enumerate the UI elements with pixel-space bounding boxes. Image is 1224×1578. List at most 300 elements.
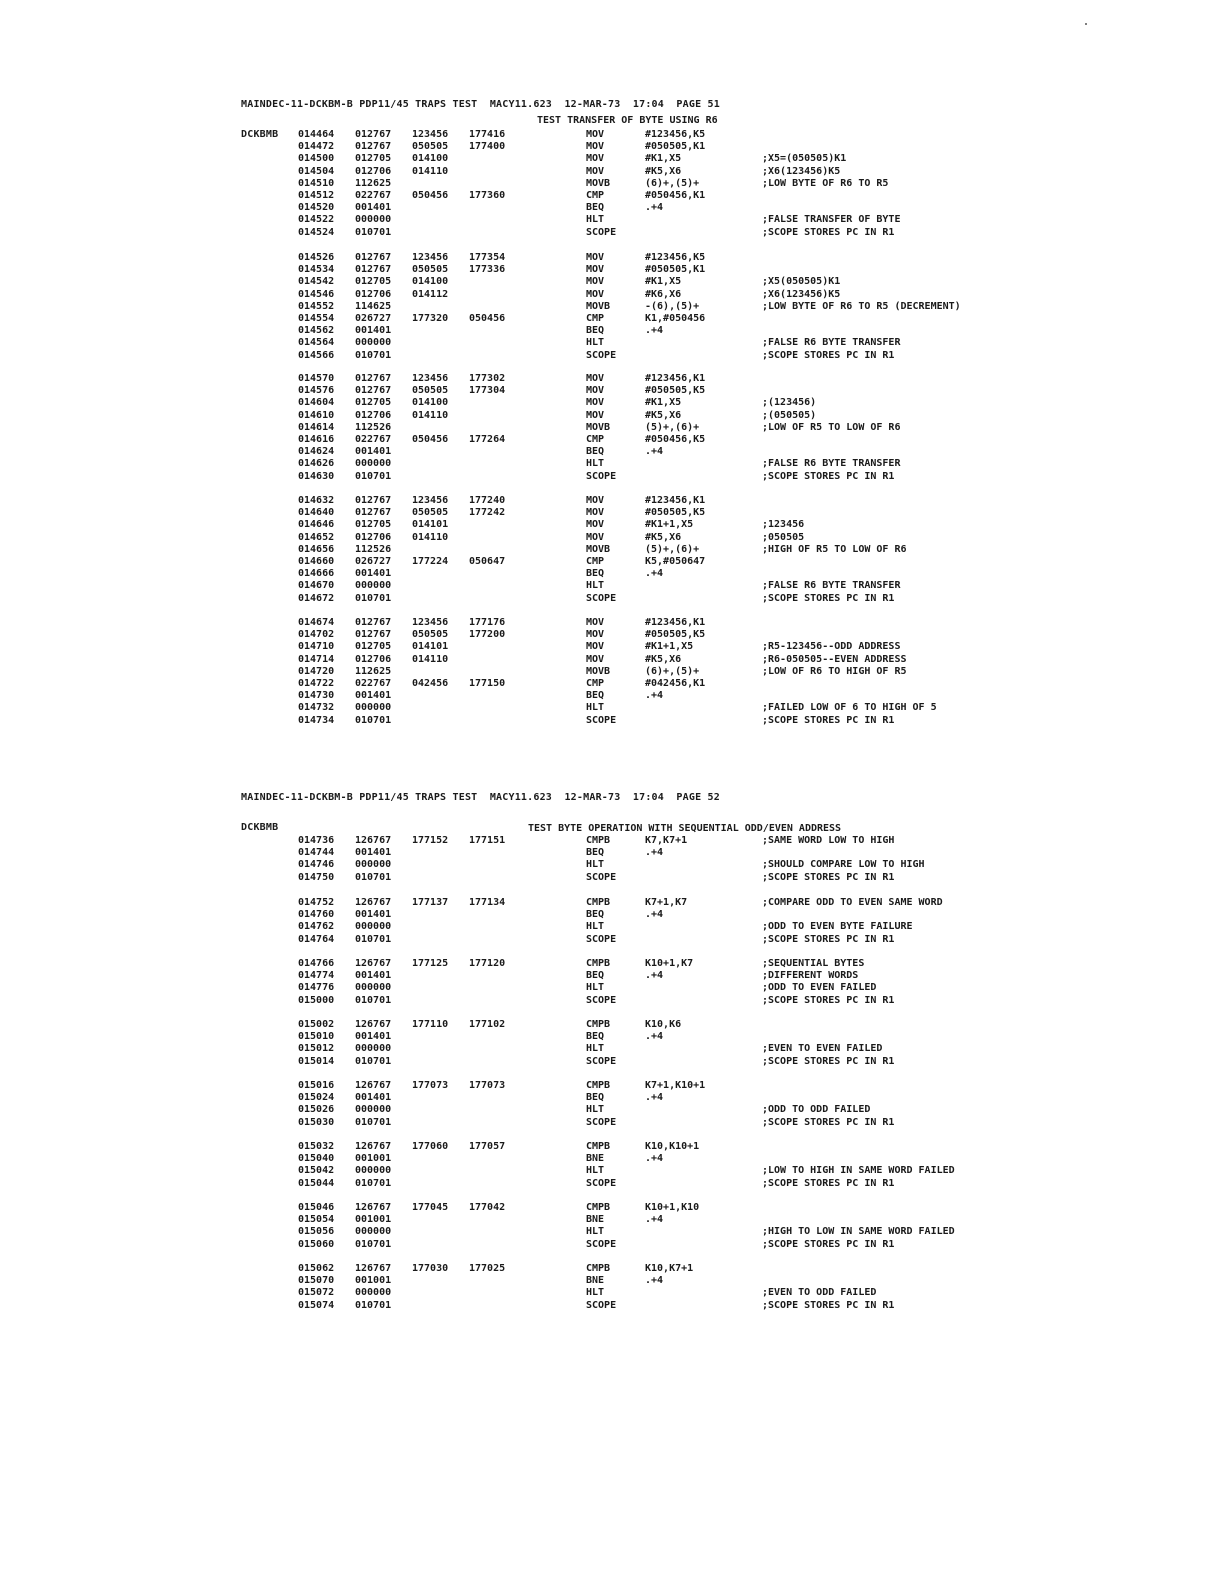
object-word-1: 012767	[355, 252, 392, 263]
opcode: HLT	[586, 580, 605, 592]
object-word-1: 000000	[355, 859, 392, 871]
listing-line	[0, 301, 1224, 313]
line-address: 014776	[298, 982, 335, 994]
line-address: 014744	[298, 847, 335, 859]
line-address: 014672	[298, 592, 335, 604]
comment: ;SCOPE STORES PC IN R1	[762, 349, 895, 361]
opcode: BEQ	[586, 690, 605, 702]
object-word-3: 050456	[469, 313, 506, 324]
line-address: 014520	[298, 202, 335, 214]
object-word-1: 126767	[355, 958, 392, 969]
object-word-3: 177336	[469, 264, 506, 276]
listing-line	[0, 1080, 1224, 1092]
opcode: MOV	[586, 385, 605, 397]
comment: ;SCOPE STORES PC IN R1	[762, 1299, 895, 1311]
line-address: 014562	[298, 325, 335, 337]
listing-line	[0, 958, 1224, 970]
operands: .+4	[645, 1153, 664, 1165]
listing-line	[0, 1214, 1224, 1226]
line-address: 014566	[298, 349, 335, 361]
object-word-1: 026727	[355, 556, 392, 567]
opcode: SCOPE	[586, 1177, 617, 1189]
object-word-3: 177150	[469, 678, 506, 689]
opcode: CMPB	[586, 1080, 611, 1091]
comment: ;SCOPE STORES PC IN R1	[762, 1116, 895, 1128]
listing-line	[0, 556, 1224, 568]
opcode: BEQ	[586, 568, 605, 580]
operands: #K1+1,X5	[645, 519, 694, 531]
object-word-3: 177057	[469, 1141, 506, 1152]
object-word-1: 010701	[355, 1238, 392, 1250]
listing-line	[0, 227, 1224, 239]
line-address: 014552	[298, 300, 335, 312]
comment: ;COMPARE ODD TO EVEN SAME WORD	[762, 897, 943, 908]
object-word-2: 042456	[412, 678, 449, 689]
listing-line	[0, 178, 1224, 190]
operands: #K1+1,X5	[645, 641, 694, 653]
listing-line	[0, 1104, 1224, 1116]
line-address: 014730	[298, 690, 335, 702]
line-address: 015012	[298, 1043, 335, 1055]
operands: .+4	[645, 847, 664, 859]
object-word-1: 126767	[355, 1080, 392, 1091]
line-address: 014734	[298, 714, 335, 726]
listing-line	[0, 446, 1224, 458]
listing-line	[0, 1092, 1224, 1104]
listing-line	[0, 373, 1224, 385]
listing-line	[0, 507, 1224, 519]
line-address: 014500	[298, 153, 335, 165]
object-word-1: 001401	[355, 690, 392, 702]
listing-line	[0, 1275, 1224, 1287]
line-address: 015002	[298, 1019, 335, 1030]
object-word-1: 000000	[355, 214, 392, 226]
line-address: 014504	[298, 165, 335, 177]
object-word-1: 112625	[355, 177, 392, 189]
object-word-1: 012767	[355, 141, 392, 153]
comment: ;123456	[762, 519, 805, 531]
listing-line	[0, 1263, 1224, 1275]
opcode: HLT	[586, 1043, 605, 1055]
header-title-line: MAINDEC-11-DCKBM-B PDP11/45 TRAPS TEST MACY11.623 12-MAR-73 17:04 PAGE 51	[241, 99, 720, 110]
operands: .+4	[645, 202, 664, 214]
line-address: 014630	[298, 470, 335, 482]
line-address: 014674	[298, 617, 335, 628]
listing-line	[0, 350, 1224, 362]
object-word-1: 012705	[355, 153, 392, 165]
object-word-2: 014100	[412, 276, 449, 288]
opcode: HLT	[586, 982, 605, 994]
listing-line	[0, 835, 1224, 847]
line-address: 014656	[298, 543, 335, 555]
comment: ;ODD TO EVEN FAILED	[762, 982, 877, 994]
line-address: 014746	[298, 859, 335, 871]
line-address: 014616	[298, 434, 335, 445]
listing-line	[0, 410, 1224, 422]
operands: (6)+,(5)+	[645, 665, 700, 677]
opcode: MOVB	[586, 543, 611, 555]
comment: ;SCOPE STORES PC IN R1	[762, 470, 895, 482]
object-word-1: 010701	[355, 714, 392, 726]
comment: ;X5(050505)K1	[762, 276, 841, 288]
opcode: MOV	[586, 141, 605, 153]
opcode: SCOPE	[586, 714, 617, 726]
line-address: 014764	[298, 933, 335, 945]
comment: ;SCOPE STORES PC IN R1	[762, 933, 895, 945]
opcode: CMPB	[586, 897, 611, 908]
line-address: 014736	[298, 835, 335, 846]
object-word-1: 010701	[355, 1055, 392, 1067]
listing-line	[0, 434, 1224, 446]
operands: .+4	[645, 1031, 664, 1043]
listing-line	[0, 580, 1224, 592]
opcode: SCOPE	[586, 871, 617, 883]
object-word-1: 001401	[355, 909, 392, 921]
object-word-2: 050505	[412, 629, 449, 641]
operands: K7+1,K7	[645, 897, 688, 908]
opcode: HLT	[586, 859, 605, 871]
listing-line	[0, 1239, 1224, 1251]
opcode: SCOPE	[586, 1238, 617, 1250]
object-word-2: 123456	[412, 495, 449, 506]
object-word-1: 010701	[355, 226, 392, 238]
listing-line	[0, 166, 1224, 178]
comment: ;LOW TO HIGH IN SAME WORD FAILED	[762, 1165, 955, 1177]
line-address: 015026	[298, 1104, 335, 1116]
object-word-1: 012767	[355, 264, 392, 276]
listing-line	[0, 909, 1224, 921]
operands: #050505,K5	[645, 385, 706, 397]
line-address: 015056	[298, 1226, 335, 1238]
operands: .+4	[645, 970, 664, 982]
opcode: CMP	[586, 434, 605, 445]
object-word-1: 012706	[355, 409, 392, 421]
comment: ;SCOPE STORES PC IN R1	[762, 592, 895, 604]
operands: .+4	[645, 690, 664, 702]
object-word-1: 012705	[355, 519, 392, 531]
line-address: 015042	[298, 1165, 335, 1177]
line-address: 014720	[298, 665, 335, 677]
opcode: SCOPE	[586, 226, 617, 238]
operands: (6)+,(5)+	[645, 177, 700, 189]
object-word-3: 177025	[469, 1263, 506, 1274]
listing-line	[0, 276, 1224, 288]
operands: #050505,K1	[645, 141, 706, 153]
object-word-2: 123456	[412, 617, 449, 628]
object-word-1: 112526	[355, 421, 392, 433]
line-address: 014624	[298, 446, 335, 458]
listing-line	[0, 313, 1224, 325]
operands: #K6,X6	[645, 288, 682, 300]
object-word-1: 001001	[355, 1214, 392, 1226]
object-word-2: 177152	[412, 835, 449, 846]
opcode: SCOPE	[586, 1299, 617, 1311]
line-address: 014714	[298, 653, 335, 665]
line-address: 014774	[298, 970, 335, 982]
object-word-1: 010701	[355, 1299, 392, 1311]
object-word-1: 012705	[355, 641, 392, 653]
comment: ;SCOPE STORES PC IN R1	[762, 1238, 895, 1250]
listing-line	[0, 921, 1224, 933]
object-word-1: 010701	[355, 592, 392, 604]
operands: .+4	[645, 568, 664, 580]
operands: #K5,X6	[645, 409, 682, 421]
line-address: 014732	[298, 702, 335, 714]
line-address: 015040	[298, 1153, 335, 1165]
line-address: 015046	[298, 1202, 335, 1213]
comment: ;SCOPE STORES PC IN R1	[762, 994, 895, 1006]
object-word-1: 001401	[355, 970, 392, 982]
line-address: 014722	[298, 678, 335, 689]
object-word-3: 177400	[469, 141, 506, 153]
object-word-3: 177176	[469, 617, 506, 628]
listing-line	[0, 544, 1224, 556]
object-word-2: 014100	[412, 153, 449, 165]
object-word-1: 001401	[355, 446, 392, 458]
comment: ;SAME WORD LOW TO HIGH	[762, 835, 895, 846]
opcode: CMPB	[586, 1202, 611, 1213]
operands: #K1,X5	[645, 153, 682, 165]
opcode: MOV	[586, 252, 605, 263]
operands: #K1,X5	[645, 397, 682, 409]
comment: ;LOW BYTE OF R6 TO R5 (DECREMENT)	[762, 300, 961, 312]
opcode: CMPB	[586, 1141, 611, 1152]
opcode: MOVB	[586, 665, 611, 677]
object-word-1: 126767	[355, 1263, 392, 1274]
line-address: 014652	[298, 531, 335, 543]
object-word-1: 126767	[355, 1141, 392, 1152]
object-word-1: 000000	[355, 1287, 392, 1299]
object-word-1: 012767	[355, 629, 392, 641]
object-word-3: 177304	[469, 385, 506, 397]
opcode: SCOPE	[586, 1055, 617, 1067]
line-address: 014766	[298, 958, 335, 969]
line-address: 014542	[298, 276, 335, 288]
listing-line	[0, 1031, 1224, 1043]
operands: #050456,K5	[645, 434, 706, 445]
object-word-1: 112526	[355, 543, 392, 555]
object-word-2: 050505	[412, 385, 449, 397]
operands: #050505,K5	[645, 629, 706, 641]
comment: ;R5-123456--ODD ADDRESS	[762, 641, 901, 653]
listing-line	[0, 666, 1224, 678]
listing-line	[0, 129, 1224, 141]
opcode: MOV	[586, 129, 605, 140]
opcode: BEQ	[586, 202, 605, 214]
opcode: HLT	[586, 337, 605, 349]
object-word-2: 050456	[412, 190, 449, 201]
comment: ;050505	[762, 531, 805, 543]
line-address: 015060	[298, 1238, 335, 1250]
listing-line	[0, 519, 1224, 531]
object-word-1: 012767	[355, 373, 392, 384]
line-address: 014554	[298, 313, 335, 324]
comment: ;X6(123456)K5	[762, 165, 841, 177]
object-word-1: 126767	[355, 1202, 392, 1213]
operands: #123456,K1	[645, 495, 706, 506]
object-word-1: 010701	[355, 994, 392, 1006]
object-word-1: 000000	[355, 1165, 392, 1177]
comment: ;FALSE R6 BYTE TRANSFER	[762, 458, 901, 470]
listing-line	[0, 1153, 1224, 1165]
line-address: 015072	[298, 1287, 335, 1299]
operands: K1,#050456	[645, 313, 706, 324]
object-word-1: 012706	[355, 531, 392, 543]
operands: K7+1,K10+1	[645, 1080, 706, 1091]
listing-line	[0, 1202, 1224, 1214]
opcode: MOV	[586, 165, 605, 177]
opcode: SCOPE	[586, 933, 617, 945]
line-address: 014546	[298, 288, 335, 300]
listing-line	[0, 325, 1224, 337]
opcode: HLT	[586, 1165, 605, 1177]
object-word-1: 001001	[355, 1275, 392, 1287]
object-word-1: 001001	[355, 1153, 392, 1165]
operands: #050505,K5	[645, 507, 706, 519]
listing-line	[0, 1165, 1224, 1177]
listing-line	[0, 1056, 1224, 1068]
listing-line	[0, 1287, 1224, 1299]
object-word-1: 022767	[355, 678, 392, 689]
operands: .+4	[645, 446, 664, 458]
opcode: MOV	[586, 397, 605, 409]
comment: ;SCOPE STORES PC IN R1	[762, 1055, 895, 1067]
operands: .+4	[645, 1092, 664, 1104]
object-word-1: 022767	[355, 434, 392, 445]
listing-line	[0, 1117, 1224, 1129]
comment: ;FALSE TRANSFER OF BYTE	[762, 214, 901, 226]
operands: #123456,K5	[645, 252, 706, 263]
operands: -(6),(5)+	[645, 300, 700, 312]
line-address: 014670	[298, 580, 335, 592]
object-word-2: 177224	[412, 556, 449, 567]
comment: ;SCOPE STORES PC IN R1	[762, 714, 895, 726]
opcode: MOV	[586, 495, 605, 506]
object-word-2: 123456	[412, 252, 449, 263]
listing-line	[0, 872, 1224, 884]
object-word-1: 001401	[355, 202, 392, 214]
object-word-1: 012767	[355, 495, 392, 506]
object-word-2: 050505	[412, 507, 449, 519]
object-word-1: 000000	[355, 982, 392, 994]
operands: .+4	[645, 325, 664, 337]
operands: #050456,K1	[645, 190, 706, 201]
opcode: MOVB	[586, 177, 611, 189]
opcode: MOV	[586, 264, 605, 276]
operands: .+4	[645, 1275, 664, 1287]
comment: ;LOW BYTE OF R6 TO R5	[762, 177, 889, 189]
listing-line	[0, 715, 1224, 727]
line-address: 014614	[298, 421, 335, 433]
object-word-1: 012767	[355, 507, 392, 519]
line-address: 014646	[298, 519, 335, 531]
opcode: BEQ	[586, 325, 605, 337]
object-word-1: 010701	[355, 871, 392, 883]
object-word-1: 026727	[355, 313, 392, 324]
line-address: 014710	[298, 641, 335, 653]
operands: .+4	[645, 909, 664, 921]
section-title-51: TEST TRANSFER OF BYTE USING R6	[537, 115, 718, 126]
line-address: 015024	[298, 1092, 335, 1104]
listing-line	[0, 897, 1224, 909]
comment: ;LOW OF R5 TO LOW OF R6	[762, 421, 901, 433]
operands: K10,K6	[645, 1019, 682, 1030]
object-word-3: 177416	[469, 129, 506, 140]
operands: .+4	[645, 1214, 664, 1226]
line-address: 014510	[298, 177, 335, 189]
object-word-2: 177030	[412, 1263, 449, 1274]
object-word-1: 012767	[355, 617, 392, 628]
object-word-1: 000000	[355, 921, 392, 933]
line-address: 015070	[298, 1275, 335, 1287]
operands: K10,K10+1	[645, 1141, 700, 1152]
opcode: SCOPE	[586, 1116, 617, 1128]
opcode: CMP	[586, 678, 605, 689]
line-address: 015044	[298, 1177, 335, 1189]
opcode: SCOPE	[586, 592, 617, 604]
object-word-2: 123456	[412, 129, 449, 140]
listing-line	[0, 617, 1224, 629]
listing-line	[0, 422, 1224, 434]
listing-line	[0, 214, 1224, 226]
opcode: BEQ	[586, 970, 605, 982]
line-address: 014570	[298, 373, 335, 384]
listing-line	[0, 202, 1224, 214]
listing-line	[0, 1300, 1224, 1312]
object-word-1: 022767	[355, 190, 392, 201]
listing-line	[0, 532, 1224, 544]
opcode: MOV	[586, 276, 605, 288]
comment: ;HIGH OF R5 TO LOW OF R6	[762, 543, 907, 555]
listing-line	[0, 629, 1224, 641]
opcode: HLT	[586, 1287, 605, 1299]
opcode: SCOPE	[586, 470, 617, 482]
object-word-3: 177354	[469, 252, 506, 263]
object-word-1: 012705	[355, 397, 392, 409]
object-word-1: 000000	[355, 1226, 392, 1238]
opcode: SCOPE	[586, 994, 617, 1006]
opcode: CMPB	[586, 835, 611, 846]
object-word-3: 177151	[469, 835, 506, 846]
object-word-1: 001401	[355, 325, 392, 337]
listing-line	[0, 1043, 1224, 1055]
comment: ;EVEN TO EVEN FAILED	[762, 1043, 883, 1055]
comment: ;HIGH TO LOW IN SAME WORD FAILED	[762, 1226, 955, 1238]
operands: #042456,K1	[645, 678, 706, 689]
opcode: HLT	[586, 214, 605, 226]
opcode: HLT	[586, 458, 605, 470]
opcode: BEQ	[586, 446, 605, 458]
line-address: 014626	[298, 458, 335, 470]
listing-line	[0, 690, 1224, 702]
comment: ;FALSE R6 BYTE TRANSFER	[762, 580, 901, 592]
object-word-2: 177137	[412, 897, 449, 908]
object-word-2: 014110	[412, 531, 449, 543]
comment: ;SCOPE STORES PC IN R1	[762, 1177, 895, 1189]
line-address: 015016	[298, 1080, 335, 1091]
operands: #123456,K1	[645, 373, 706, 384]
line-address: 015032	[298, 1141, 335, 1152]
operands: (5)+,(6)+	[645, 421, 700, 433]
object-word-2: 177073	[412, 1080, 449, 1091]
line-address: 014750	[298, 871, 335, 883]
object-word-1: 126767	[355, 835, 392, 846]
header-program-id: DCKBMB	[241, 822, 279, 833]
object-word-1: 012706	[355, 165, 392, 177]
opcode: BNE	[586, 1153, 605, 1165]
opcode: CMPB	[586, 1263, 611, 1274]
comment: ;R6-050505--EVEN ADDRESS	[762, 653, 907, 665]
